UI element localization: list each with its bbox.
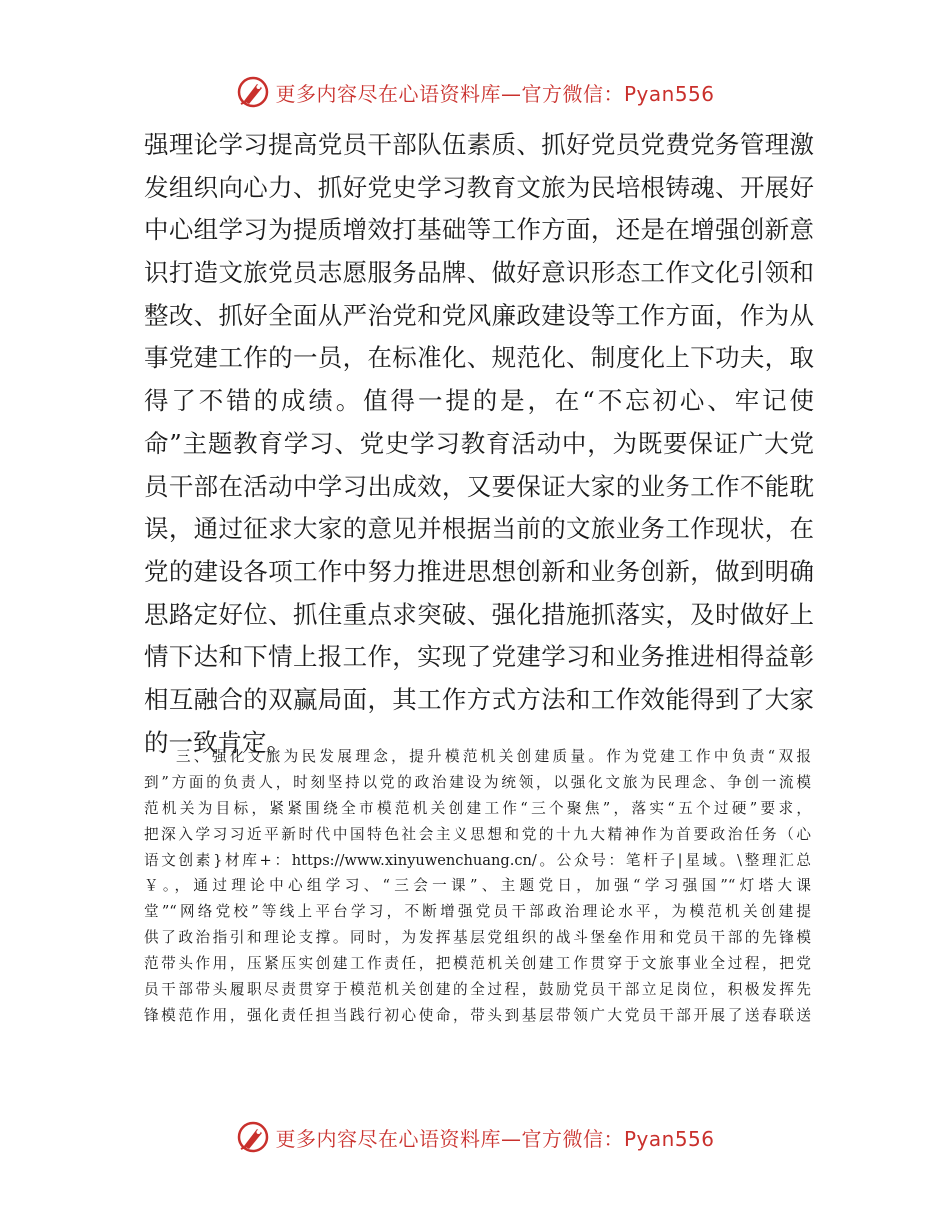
pen-nib-logo-icon <box>235 1119 271 1155</box>
watermark-official: 官方微信： <box>521 1126 624 1151</box>
footer-watermark-banner <box>0 1115 950 1159</box>
text-line: 的一致肯定。 <box>144 727 291 757</box>
watermark-dash: — <box>500 1126 522 1151</box>
text-line: 事党建工作的一员，在标准化、规范化、制度化上下功夫，取 <box>144 343 814 373</box>
watermark-dash: — <box>500 81 522 106</box>
text-line: 供了政治指引和理论支撑。同时，为发挥基层党组织的战斗堡垒作用和党员干部的先锋模 <box>144 929 811 947</box>
text-line: 相互融合的双赢局面，其工作方式方法和工作效能得到了大家 <box>144 684 814 714</box>
text-line: 误，通过征求大家的意见并根据当前的文旅业务工作现状，在 <box>144 514 814 544</box>
text-line: 情下达和下情上报工作，实现了党建学习和业务推进相得益彰 <box>144 642 814 672</box>
watermark-id: Pyan556 <box>623 1126 715 1151</box>
text-line: 范机关为目标，紧紧围绕全市模范机关创建工作“三个聚焦”，落实“五个过硬”要求， <box>144 799 811 817</box>
text-line: 识打造文旅党员志愿服务品牌、做好意识形态工作文化引领和 <box>144 258 814 288</box>
text-line: 发组织向心力、抓好党史学习教育文旅为民培根铸魂、开展好 <box>144 172 814 202</box>
watermark-text <box>275 78 714 107</box>
text-line: 锋模范作用，强化责任担当践行初心使命，带头到基层带领广大党员干部开展了送春联送 <box>144 1006 811 1024</box>
small-body-paragraph <box>144 744 811 1029</box>
text-line: 思路定好位、抓住重点求突破、强化措施抓落实，及时做好上 <box>144 599 814 629</box>
section-three-first-line: 三、强化文旅为民发展理念，提升模范机关创建质量。作为党建工作中负责“双报 <box>176 748 811 765</box>
text-line: 中心组学习为提质增效打基础等工作方面，还是在增强创新意 <box>144 215 814 245</box>
text-line: 堂”“网络党校”等线上平台学习，不断增强党员干部政治理论水平，为模范机关创建提 <box>144 903 811 921</box>
text-line: 范带头作用，压紧压实创建工作责任，把模范机关创建工作贯穿于文旅事业全过程，把党 <box>144 955 811 973</box>
watermark-main: 更多内容尽在心语资料库 <box>275 81 501 106</box>
text-line: 党的建设各项工作中努力推进思想创新和业务创新，做到明确 <box>144 556 814 586</box>
watermark-official: 官方微信： <box>521 81 624 106</box>
watermark-id: Pyan556 <box>623 81 715 106</box>
text-line: 命”主题教育学习、党史学习教育活动中，为既要保证广大党 <box>144 428 814 458</box>
text-line: 员干部在活动中学习出成效，又要保证大家的业务工作不能耽 <box>144 471 814 501</box>
text-line: 到”方面的负责人，时刻坚持以党的政治建设为统领，以强化文旅为民理念、争创一流模 <box>144 773 811 791</box>
text-line: 员干部带头履职尽责贯穿于模范机关创建的全过程，鼓励党员干部立足岗位，积极发挥先 <box>144 981 811 999</box>
text-line: 语文创素}材库+：https://www.xinyuwenchuang.cn/。公众号：笔杆子|星域。\整理汇总 <box>144 851 811 869</box>
watermark-main: 更多内容尽在心语资料库 <box>275 1126 501 1151</box>
text-line: 得了不错的成绩。值得一提的是，在“不忘初心、牢记使 <box>144 386 814 416</box>
watermark-text <box>275 1123 714 1152</box>
text-line: 强理论学习提高党员干部队伍素质、抓好党员党费党务管理激 <box>144 130 814 159</box>
text-line: ￥。，通过理论中心组学习、“三会一课”、主题党日，加强“学习强国”“灯塔大课 <box>144 877 811 895</box>
pen-nib-logo-icon <box>235 74 271 110</box>
text-line: 整改、抓好全面从严治党和党风廉政建设等工作方面，作为从 <box>144 300 814 330</box>
header-watermark-banner <box>0 70 950 114</box>
text-line: 把深入学习习近平新时代中国特色社会主义思想和党的十九大精神作为首要政治任务（心 <box>144 825 811 843</box>
large-body-paragraph <box>144 124 814 764</box>
